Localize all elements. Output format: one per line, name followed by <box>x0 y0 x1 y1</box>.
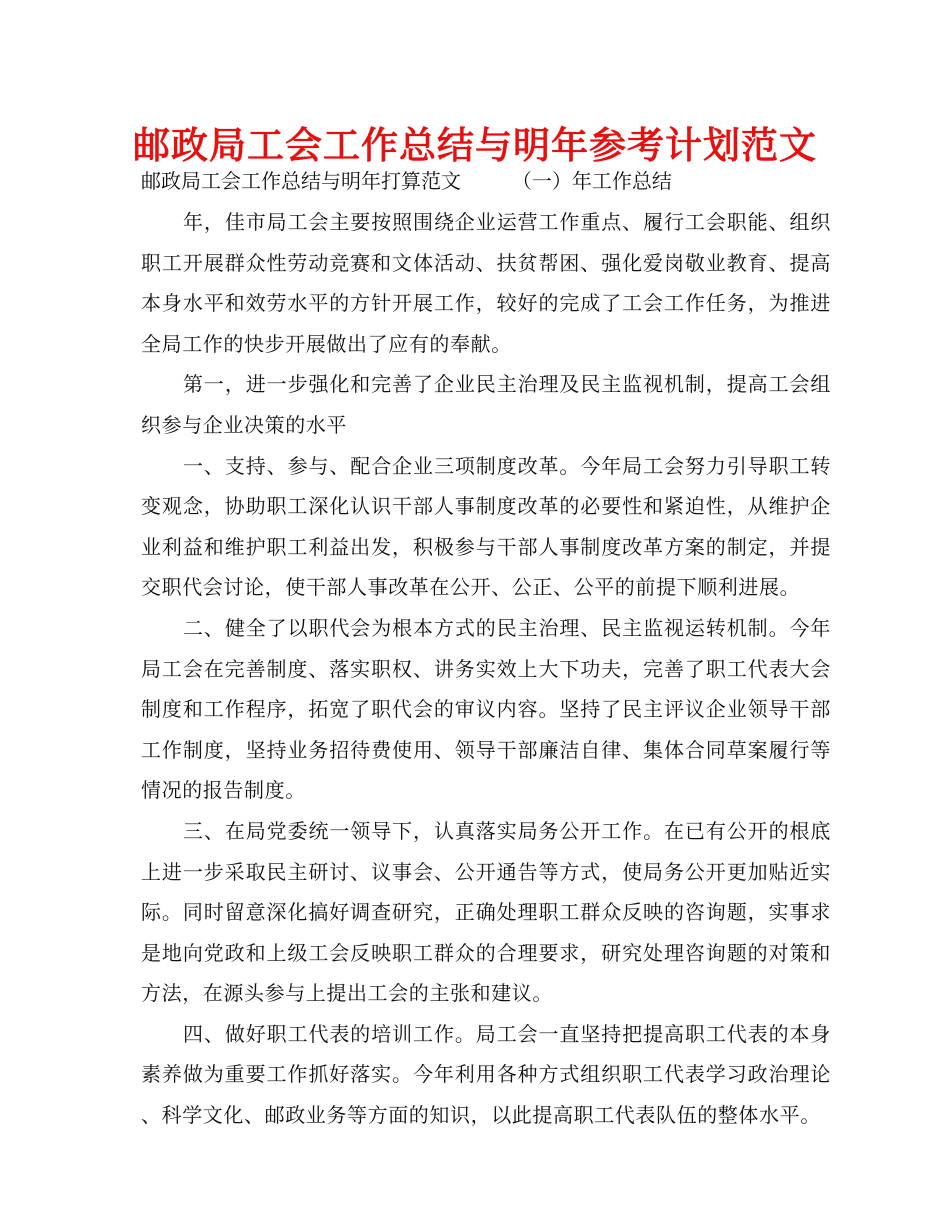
document-subtitle: 邮政局工会工作总结与明年打算范文 （一）年工作总结 <box>141 169 672 193</box>
paragraph-section-1-heading: 第一，进一步强化和完善了企业民主治理及民主监视机制，提高工会组织参与企业决策的水平 <box>141 372 831 437</box>
paragraph-item-3: 三、在局党委统一领导下，认真落实局务公开工作。在已有公开的根底上进一步采取民主研讨、议事会、公开通告等方式，使局务公开更加贴近实际。同时留意深化搞好调查研究，正确处理职工群众反映的咨询题，实事求是地向党政和上级工会反映职工群众的合理要求，研究处理咨询题的对策和方法，在源头参与上提出工会的主张和建议。 <box>141 818 831 1006</box>
paragraph-intro: 年，佳市局工会主要按照围绕企业运营工作重点、履行工会职能、组织职工开展群众性劳动竞赛和文体活动、扶贫帮困、强化爱岗敬业教育、提高本身水平和效劳水平的方针开展工作，较好的完成了工会工作任务，为推进全局工作的快步开展做出了应有的奉献。 <box>141 210 831 356</box>
paragraph-item-2: 二、健全了以职代会为根本方式的民主治理、民主监视运转机制。今年局工会在完善制度、落实职权、讲务实效上大下功夫，完善了职工代表大会制度和工作程序，拓宽了职代会的审议内容。坚持了民主评议企业领导干部工作制度，坚持业务招待费使用、领导干部廉洁自律、集体合同草案履行等情况的报告制度。 <box>141 615 831 803</box>
paragraph-item-4: 四、做好职工代表的培训工作。局工会一直坚持把提高职工代表的本身素养做为重要工作抓好落实。今年利用各种方式组织职工代表学习政治理论、科学文化、邮政业务等方面的知识，以此提高职工代表队伍的整体水平。 <box>141 1021 831 1128</box>
document-title: 邮政局工会工作总结与明年参考计划范文 <box>133 124 817 167</box>
document-body <box>141 202 831 1136</box>
paragraph-item-1: 一、支持、参与、配合企业三项制度改革。今年局工会努力引导职工转变观念，协助职工深化认识干部人事制度改革的必要性和紧迫性，从维护企业利益和维护职工利益出发，积极参与干部人事制度改革方案的制定，并提交职代会讨论，使干部人事改革在公开、公正、公平的前提下顺利进展。 <box>141 453 831 600</box>
